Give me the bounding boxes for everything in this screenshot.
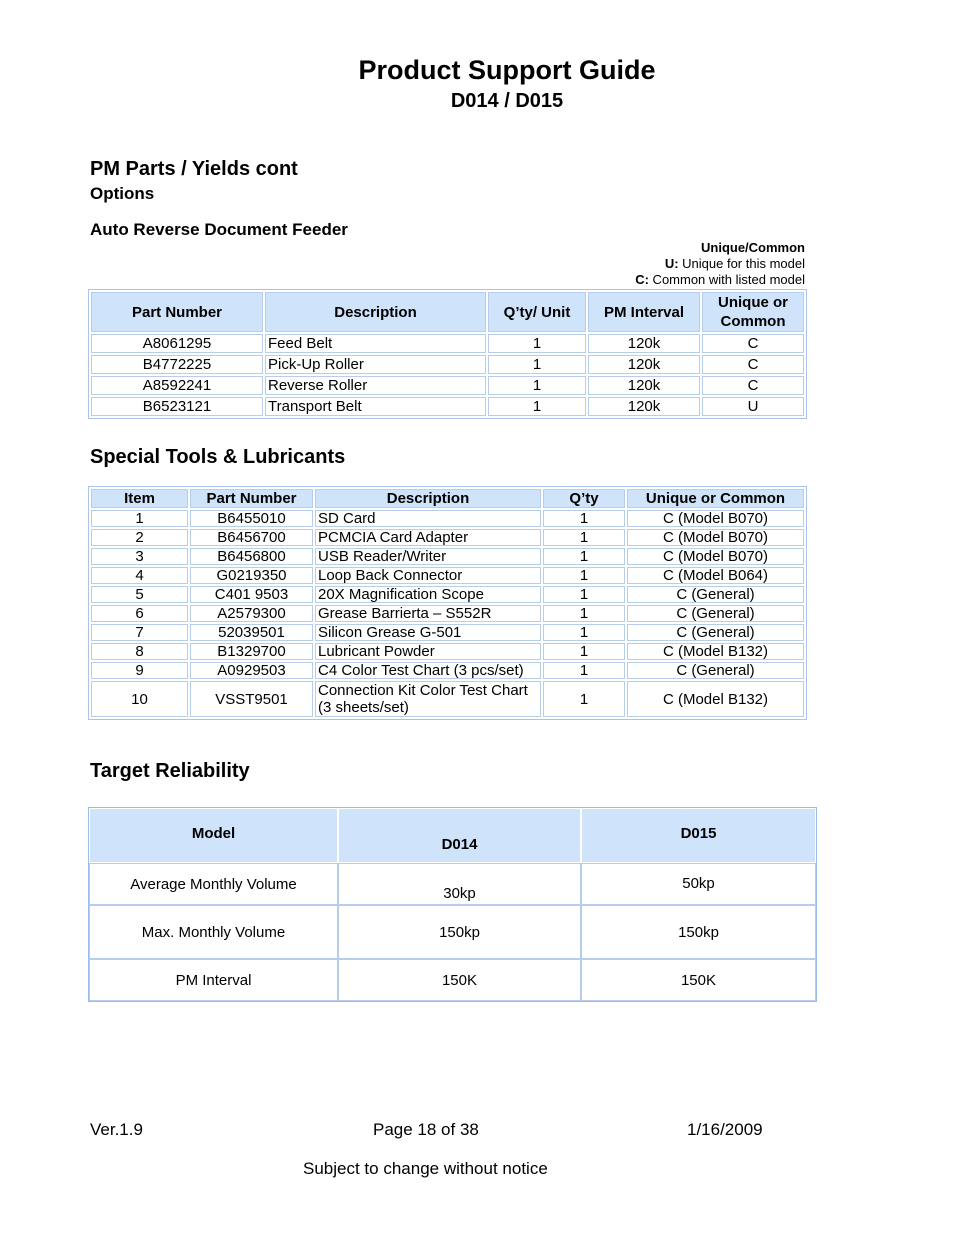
cell: 120k bbox=[588, 397, 700, 416]
table-row bbox=[91, 548, 804, 565]
cell: 1 bbox=[543, 567, 625, 584]
cell: Silicon Grease G-501 bbox=[315, 624, 541, 641]
cell: 120k bbox=[588, 355, 700, 374]
cell: Reverse Roller bbox=[265, 376, 486, 395]
cell: C (Model B132) bbox=[627, 643, 804, 660]
col-header: Item bbox=[91, 489, 188, 508]
col-header: D015 bbox=[581, 808, 816, 863]
cell: C (Model B132) bbox=[627, 681, 804, 717]
col-header: PM Interval bbox=[588, 292, 700, 332]
col-header: Unique or Common bbox=[702, 292, 804, 332]
cell: 150K bbox=[338, 959, 581, 1001]
table-row bbox=[91, 643, 804, 660]
table-row bbox=[91, 662, 804, 679]
cell: 30kp bbox=[338, 863, 581, 905]
table-row bbox=[91, 355, 804, 374]
cell: Feed Belt bbox=[265, 334, 486, 353]
cell: B6456800 bbox=[190, 548, 313, 565]
cell: Transport Belt bbox=[265, 397, 486, 416]
section-heading-target-reliability: Target Reliability bbox=[90, 760, 250, 782]
cell: 150kp bbox=[338, 905, 581, 959]
cell: 1 bbox=[488, 355, 586, 374]
cell: 120k bbox=[588, 334, 700, 353]
cell: B6523121 bbox=[91, 397, 263, 416]
cell: B4772225 bbox=[91, 355, 263, 374]
table-row bbox=[91, 567, 804, 584]
cell: C (Model B070) bbox=[627, 510, 804, 527]
target-reliability-table bbox=[88, 807, 817, 1002]
cell: Max. Monthly Volume bbox=[89, 905, 338, 959]
table-row bbox=[89, 905, 816, 959]
cell: Connection Kit Color Test Chart (3 sheets/set) bbox=[315, 681, 541, 717]
cell: C (General) bbox=[627, 605, 804, 622]
page-subtitle: D014 / D015 bbox=[450, 90, 564, 112]
table-row bbox=[89, 863, 816, 905]
cell: C (Model B064) bbox=[627, 567, 804, 584]
col-header: Unique or Common bbox=[627, 489, 804, 508]
cell: 1 bbox=[543, 548, 625, 565]
cell: 5 bbox=[91, 586, 188, 603]
special-tools-table bbox=[88, 486, 807, 720]
col-header: Description bbox=[315, 489, 541, 508]
section-heading-special-tools: Special Tools & Lubricants bbox=[90, 446, 346, 468]
table-row bbox=[91, 529, 804, 546]
cell: 6 bbox=[91, 605, 188, 622]
cell: 1 bbox=[543, 643, 625, 660]
cell: USB Reader/Writer bbox=[315, 548, 541, 565]
table-row bbox=[89, 959, 816, 1001]
table-row bbox=[91, 624, 804, 641]
cell: 1 bbox=[543, 624, 625, 641]
cell: 10 bbox=[91, 681, 188, 717]
cell: 1 bbox=[488, 397, 586, 416]
col-header: Q’ty bbox=[543, 489, 625, 508]
col-header: Description bbox=[265, 292, 486, 332]
cell: C bbox=[702, 355, 804, 374]
unique-common-legend bbox=[560, 240, 805, 288]
cell: A0929503 bbox=[190, 662, 313, 679]
table-row bbox=[91, 397, 804, 416]
table-row bbox=[91, 376, 804, 395]
cell: B1329700 bbox=[190, 643, 313, 660]
cell: C4 Color Test Chart (3 pcs/set) bbox=[315, 662, 541, 679]
cell: A2579300 bbox=[190, 605, 313, 622]
cell: A8592241 bbox=[91, 376, 263, 395]
cell: 1 bbox=[543, 529, 625, 546]
table-row bbox=[91, 681, 804, 717]
cell: 1 bbox=[543, 662, 625, 679]
legend-title: Unique/Common bbox=[701, 240, 805, 255]
col-header: Part Number bbox=[91, 292, 263, 332]
cell: C (General) bbox=[627, 624, 804, 641]
footer-date: 1/16/2009 bbox=[687, 1120, 763, 1139]
cell: PM Interval bbox=[89, 959, 338, 1001]
cell: Pick-Up Roller bbox=[265, 355, 486, 374]
cell: C (General) bbox=[627, 586, 804, 603]
cell: C bbox=[702, 376, 804, 395]
cell: 150kp bbox=[581, 905, 816, 959]
section-heading-pm-parts: PM Parts / Yields cont bbox=[90, 158, 298, 180]
cell: 150K bbox=[581, 959, 816, 1001]
cell: C (Model B070) bbox=[627, 548, 804, 565]
cell: 8 bbox=[91, 643, 188, 660]
cell: 1 bbox=[488, 376, 586, 395]
page-title: Product Support Guide bbox=[358, 55, 656, 85]
cell: 4 bbox=[91, 567, 188, 584]
cell: G0219350 bbox=[190, 567, 313, 584]
col-header: Model bbox=[89, 808, 338, 863]
cell: 1 bbox=[488, 334, 586, 353]
table-row bbox=[91, 605, 804, 622]
cell: B6455010 bbox=[190, 510, 313, 527]
cell: 52039501 bbox=[190, 624, 313, 641]
cell: 1 bbox=[543, 681, 625, 717]
cell: 2 bbox=[91, 529, 188, 546]
cell: Loop Back Connector bbox=[315, 567, 541, 584]
cell: C (General) bbox=[627, 662, 804, 679]
cell: C401 9503 bbox=[190, 586, 313, 603]
table-row bbox=[91, 586, 804, 603]
legend-c-text: Common with listed model bbox=[648, 272, 805, 287]
col-header: Part Number bbox=[190, 489, 313, 508]
cell: C bbox=[702, 334, 804, 353]
cell: U bbox=[702, 397, 804, 416]
arf-parts-table bbox=[88, 289, 807, 419]
cell: 50kp bbox=[581, 863, 816, 905]
legend-unique bbox=[560, 256, 805, 272]
table-row bbox=[91, 334, 804, 353]
cell: SD Card bbox=[315, 510, 541, 527]
legend-c-key: C: bbox=[635, 272, 649, 287]
cell: Lubricant Powder bbox=[315, 643, 541, 660]
cell: A8061295 bbox=[91, 334, 263, 353]
table-title-arf: Auto Reverse Document Feeder bbox=[90, 220, 348, 239]
footer-notice: Subject to change without notice bbox=[303, 1159, 548, 1178]
cell: PCMCIA Card Adapter bbox=[315, 529, 541, 546]
legend-common bbox=[560, 272, 805, 288]
legend-u-text: Unique for this model bbox=[678, 256, 805, 271]
cell: 1 bbox=[543, 586, 625, 603]
cell: Average Monthly Volume bbox=[89, 863, 338, 905]
cell: B6456700 bbox=[190, 529, 313, 546]
cell: 120k bbox=[588, 376, 700, 395]
cell: 1 bbox=[91, 510, 188, 527]
col-header: D014 bbox=[338, 808, 581, 863]
cell: 9 bbox=[91, 662, 188, 679]
cell: 1 bbox=[543, 510, 625, 527]
table-header-row bbox=[89, 808, 816, 863]
cell: C (Model B070) bbox=[627, 529, 804, 546]
table-row bbox=[91, 510, 804, 527]
cell: 3 bbox=[91, 548, 188, 565]
footer-page-number: Page 18 of 38 bbox=[373, 1120, 479, 1139]
cell: 1 bbox=[543, 605, 625, 622]
cell: Grease Barrierta – S552R bbox=[315, 605, 541, 622]
col-header: Q’ty/ Unit bbox=[488, 292, 586, 332]
table-header-row bbox=[91, 489, 804, 508]
cell: 20X Magnification Scope bbox=[315, 586, 541, 603]
cell: VSST9501 bbox=[190, 681, 313, 717]
cell: 7 bbox=[91, 624, 188, 641]
section-subheading-options: Options bbox=[90, 184, 155, 203]
table-header-row bbox=[91, 292, 804, 332]
footer-version: Ver.1.9 bbox=[90, 1120, 143, 1139]
legend-u-key: U: bbox=[664, 256, 679, 271]
